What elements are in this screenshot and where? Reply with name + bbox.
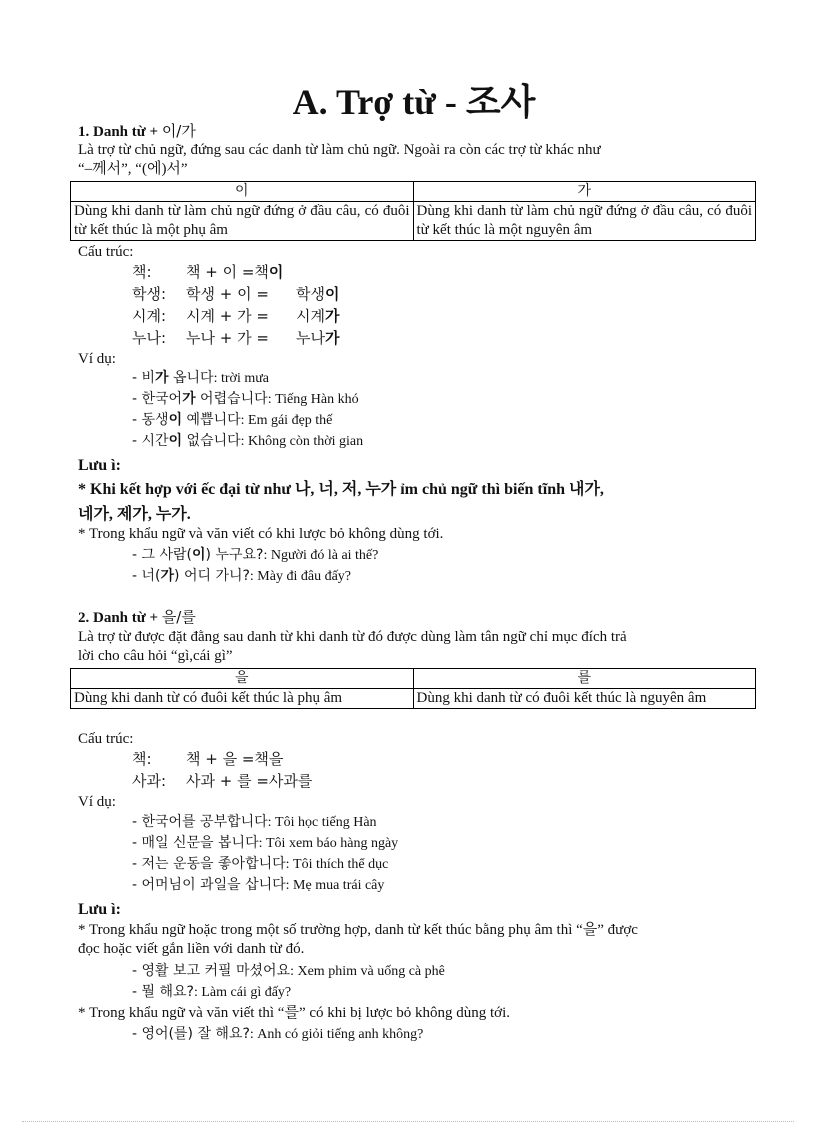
title-text: A. Trợ từ - — [292, 82, 466, 122]
structure-row: 책: 책 + 을 =책을 — [132, 750, 284, 768]
section2-example-label: Ví dụ: — [78, 794, 116, 810]
section1-table — [70, 181, 756, 241]
example-item: - 시간이 없습니다: Không còn thời gian — [132, 433, 364, 449]
note-example-item: - 그 사람(이) 누구요?: Người đó là ai thế? — [132, 547, 379, 563]
section2-table — [70, 668, 756, 709]
structure-row: 사과: 사과 + 를 =사과를 — [132, 772, 313, 790]
title-korean: 조사 — [465, 82, 536, 123]
table1-body-ga: Dùng khi danh từ làm chủ ngữ đứng ở đầu câu, có đuôi từ kết thúc là một nguyên âm — [413, 202, 756, 241]
section1-structure-label: Cấu trúc: — [78, 244, 134, 260]
page-bottom-divider — [22, 1121, 794, 1122]
page-title — [78, 82, 750, 123]
structure-row: 학생: 학생 + 이 = 학생이 — [132, 285, 340, 303]
example-item: - 저는 운동을 좋아합니다: Tôi thích thể dục — [132, 856, 389, 872]
example-item: - 한국어를 공부합니다: Tôi học tiếng Hàn — [132, 814, 377, 830]
example-item: - 한국어가 어렵습니다: Tiếng Hàn khó — [132, 391, 359, 407]
section1-note-big-line2: 네가, 제가, 누가. — [78, 506, 191, 523]
note-example-item: - 뭘 해요?: Làm cái gì đấy? — [132, 984, 292, 1000]
example-item: - 비가 옵니다: trời mưa — [132, 370, 270, 386]
note-example-item: - 영활 보고 커필 마셨어요: Xem phim và uống cà phê — [132, 963, 445, 979]
section1-intro-line2: “–께서”, “(에)서” — [78, 161, 188, 177]
table2-body-reul: Dùng khi danh từ có đuôi kết thúc là nguyên âm — [413, 689, 756, 709]
table1-body-i: Dùng khi danh từ làm chủ ngữ đứng ở đầu câu, có đuôi từ kết thúc là một phụ âm — [71, 202, 414, 241]
table1-head-ga: 가 — [413, 182, 756, 202]
note-example-item: - 영어(를) 잘 해요?: Anh có giỏi tiếng anh không? — [132, 1026, 424, 1042]
table2-head-eul: 을 — [71, 669, 414, 689]
section1-note2: * Trong khẩu ngữ và văn viết có khi lược bỏ không dùng tới. — [78, 526, 444, 542]
structure-row: 책: 책 + 이 =책이 — [132, 263, 284, 281]
example-item: - 동생이 예쁩니다: Em gái đẹp thế — [132, 412, 333, 428]
table2-head-reul: 를 — [413, 669, 756, 689]
example-item: - 매일 신문을 봅니다: Tôi xem báo hàng ngày — [132, 835, 399, 851]
section1-heading-korean: 이/가 — [161, 122, 196, 140]
structure-row: 시계: 시계 + 가 = 시계가 — [132, 307, 340, 325]
section1-heading-text: 1. Danh từ + — [78, 124, 162, 140]
section2-intro-line2: lời cho câu hỏi “gì,cái gì” — [78, 648, 233, 664]
section1-example-label: Ví dụ: — [78, 351, 116, 367]
section2-note-label: Lưu ì: — [78, 901, 121, 918]
section1-intro-line1: Là trợ từ chủ ngữ, đứng sau các danh từ làm chủ ngữ. Ngoài ra còn các trợ từ khác như — [78, 142, 601, 158]
section2-note1-line1: * Trong khẩu ngữ hoặc trong một số trường hợp, danh từ kết thúc bằng phụ âm thì “을” được — [78, 922, 638, 938]
section2-intro-line1: Là trợ từ được đặt đằng sau danh từ khi danh từ đó được dùng làm tân ngữ chỉ mục đích trả — [78, 629, 627, 645]
section2-heading-korean: 을/를 — [161, 608, 196, 626]
table2-body-eul: Dùng khi danh từ có đuôi kết thúc là phụ âm — [71, 689, 414, 709]
example-item: - 어머님이 과일을 삽니다: Mẹ mua trái cây — [132, 877, 385, 893]
section1-note-big-line1: * Khi kết hợp với ếc đại từ như 나, 너, 저, 누가 ỉm chủ ngữ thì biến tĩnh 내가, — [78, 481, 604, 498]
table1-head-i: 이 — [71, 182, 414, 202]
section2-structure-label: Cấu trúc: — [78, 731, 134, 747]
section2-heading-text: 2. Danh từ + — [78, 610, 162, 626]
section1-heading — [78, 122, 750, 142]
note-example-item: - 너(가) 어디 가니?: Mày đi đâu đấy? — [132, 568, 352, 584]
section2-heading — [78, 608, 750, 628]
section2-note2: * Trong khẩu ngữ và văn viết thì “를” có khi bị lược bỏ không dùng tới. — [78, 1005, 510, 1021]
section1-note-label: Lưu ì: — [78, 457, 121, 474]
section2-note1-line2: đọc hoặc viết gắn liền với danh từ đó. — [78, 941, 305, 957]
structure-row: 누나: 누나 + 가 = 누나가 — [132, 329, 340, 347]
